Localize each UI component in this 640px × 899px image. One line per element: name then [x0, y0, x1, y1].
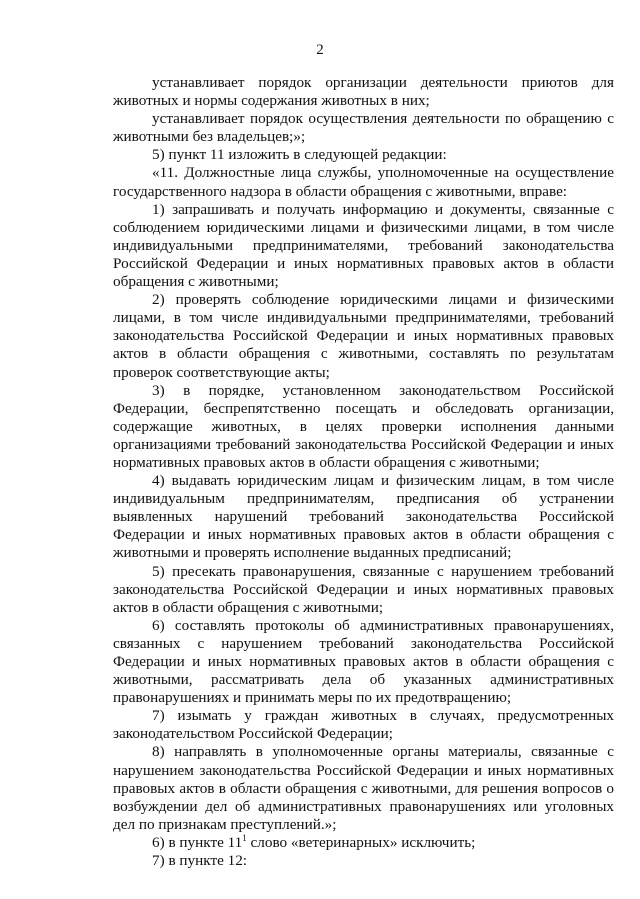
paragraph-ownerless-animals: устанавливает порядок осуществления деятельности по обращению с животными без владельцев;»;	[113, 110, 614, 146]
paragraph-right-1: 1) запрашивать и получать информацию и документы, связанные с соблюдением юридическими лицами и физическими лицами, в том числе индивидуальными предпринимателями, требований законодательства Российской Федерации и иных нормативных правовых актов в области обращения с животными;	[113, 200, 614, 291]
paragraph-item-7: 7) в пункте 12:	[152, 852, 248, 870]
paragraph-right-2: 2) проверять соблюдение юридическими лицами и физическими лицами, в том числе индивидуальными предпринимателями, требований законодательства Российской Федерации и иных нормативных правовых актов в области обращения с животными, составлять по результатам проверок соответствующие акты;	[113, 291, 614, 381]
paragraph-point-11: «11. Должностные лица службы, уполномоченные на осуществление государственного надзора в области обращения с животными, вправе:	[113, 164, 614, 200]
paragraph-right-6: 6) составлять протоколы об административных правонарушениях, связанных с нарушением требований законодательства Российской Федерации и иных нормативных правовых актов в области обращения с животными, рассматривать дела об указанных административных правонарушениях и принимать меры по их предотвращению;	[113, 616, 614, 707]
page-number: 2	[316, 42, 324, 58]
item-6-text-end: слово «ветеринарных» исключить;	[246, 833, 476, 851]
paragraph-right-8: 8) направлять в уполномоченные органы материалы, связанные с нарушением законодательства Российской Федерации и иных нормативных правовых актов в области обращения с животными, для решения вопросов о возбуждении дел об административных правонарушениях или уголовных дел по признакам преступлений.»;	[113, 743, 614, 833]
paragraph-right-7: 7) изымать у граждан животных в случаях, предусмотренных законодательством Российской Федерации;	[113, 707, 614, 743]
paragraph-right-3: 3) в порядке, установленном законодательством Российской Федерации, беспрепятственно посещать и обследовать организации, содержащие животных, в целях проверки исполнения данными организациями требований законодательства Российской Федерации и иных нормативных правовых актов в области обращения с животными;	[113, 381, 614, 471]
paragraph-shelter-order: устанавливает порядок организации деятельности приютов для животных и нормы содержания животных в них;	[113, 74, 614, 110]
paragraph-item-6	[113, 834, 614, 852]
paragraph-right-5: 5) пресекать правонарушения, связанные с нарушением требований законодательства Российской Федерации и иных нормативных правовых актов в области обращения с животными;	[113, 562, 614, 616]
item-6-text-start: 6) в пункте 11	[152, 833, 243, 851]
paragraph-item-5: 5) пункт 11 изложить в следующей редакции:	[152, 146, 447, 164]
paragraph-right-4: 4) выдавать юридическим лицам и физическим лицам, в том числе индивидуальным предпринимателям, предписания об устранении выявленных нарушений требований законодательства Российской Федерации и иных нормативных правовых актов в области обращения с животными и проверять исполнение выданных предписаний;	[113, 472, 614, 562]
document-body	[113, 74, 614, 870]
item-6-superscript: 1	[242, 832, 247, 843]
